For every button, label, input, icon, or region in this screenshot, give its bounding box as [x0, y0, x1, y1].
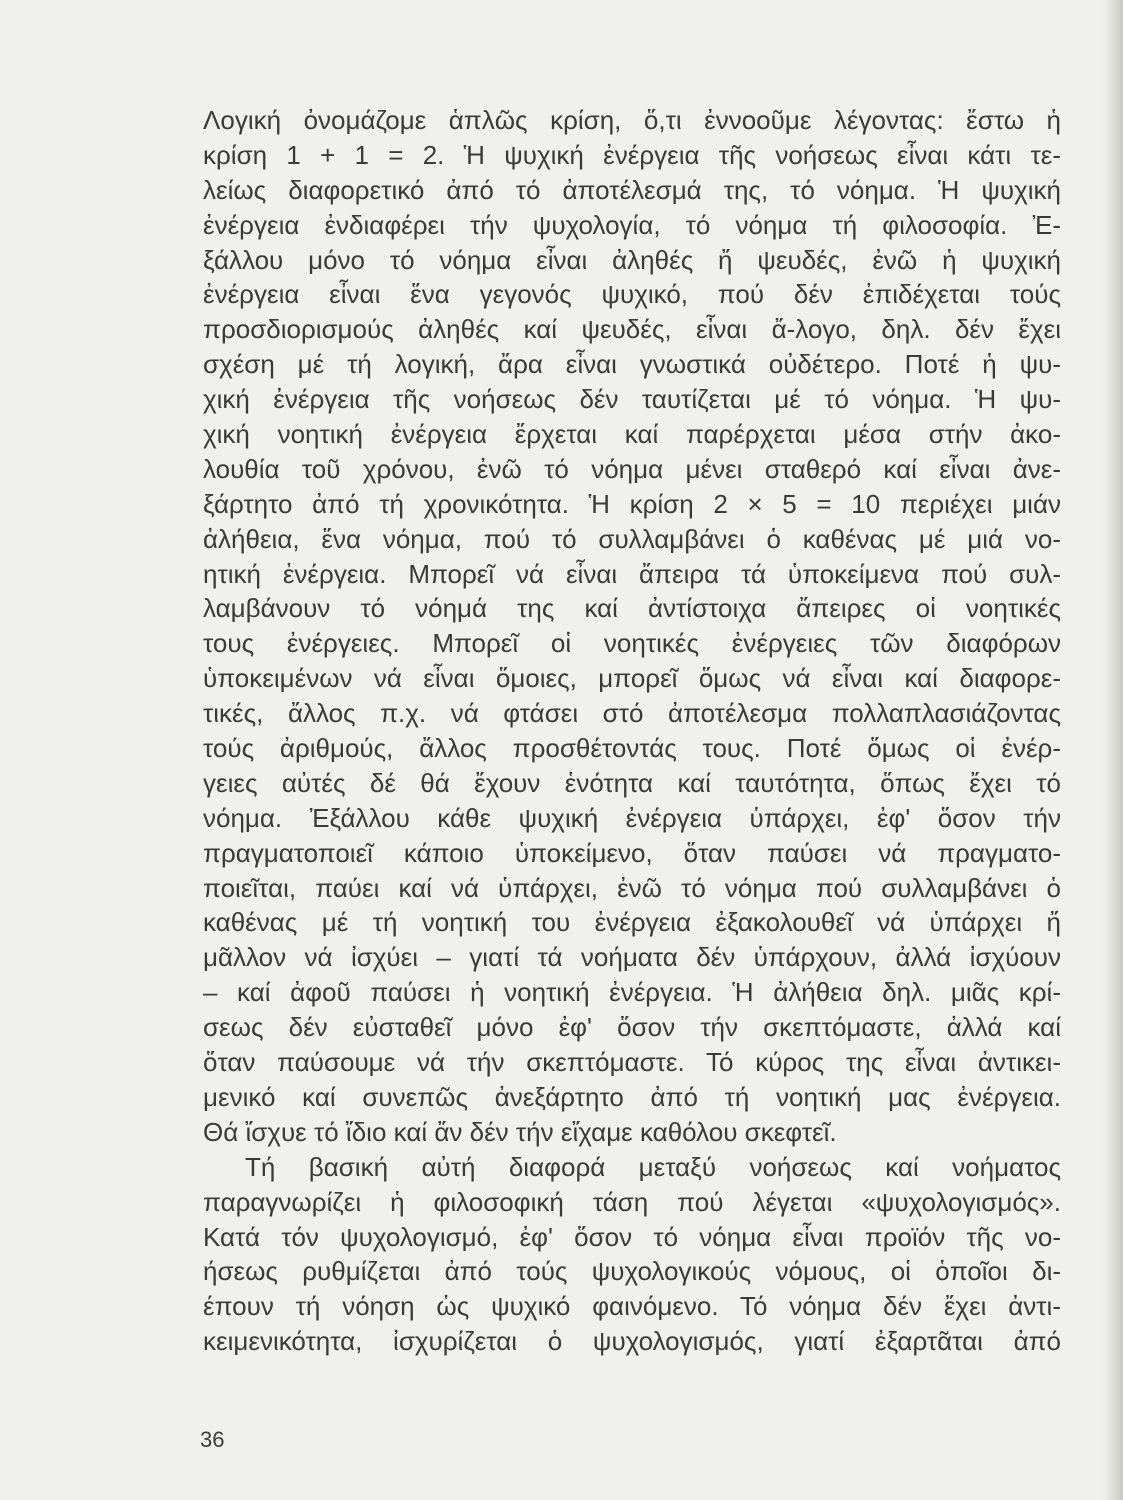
text-line: Θά ἴσχυε τό ἴδιο καί ἄν δέν τήν εἴχαμε καθόλου σκεφτεῖ. — [203, 1116, 837, 1147]
text-line: κρίση 1 + 1 = 2. Ἡ ψυχική ἐνέργεια τῆς νοήσεως εἶναι κάτι τε- — [203, 139, 1061, 170]
text-line: τούς ἀριθμούς, ἄλλος προσθέτοντάς τους. Ποτέ ὅμως οἱ ἐνέρ- — [203, 733, 1061, 764]
text-line: ήσεως ρυθμίζεται ἀπό τούς ψυχολογικούς νόμους, οἱ ὁποῖοι δι- — [203, 1256, 1061, 1287]
text-line: ἀλήθεια, ἕνα νόημα, πού τό συλλαμβάνει ὁ καθένας μέ μιά νο- — [203, 523, 1061, 554]
text-line: πραγματοποιεῖ κάποιο ὑποκείμενο, ὅταν παύσει νά πραγματο- — [203, 837, 1061, 868]
text-line: λουθία τοῦ χρόνου, ἐνῶ τό νόημα μένει σταθερό καί εἶναι ἀνε- — [203, 453, 1061, 484]
text-line: μενικό καί συνεπῶς ἀνεξάρτητο ἀπό τή νοητική μας ἐνέργεια. — [203, 1081, 1061, 1112]
text-line: χική νοητική ἐνέργεια ἔρχεται καί παρέρχεται μέσα στήν ἀκο- — [203, 419, 1061, 450]
text-line: – καί ἀφοῦ παύσει ἡ νοητική ἐνέργεια. Ἡ ἀλήθεια δηλ. μιᾶς κρί- — [203, 977, 1061, 1008]
text-line: κειμενικότητα, ἰσχυρίζεται ὁ ψυχολογισμός, γιατί ἐξαρτᾶται ἀπό — [203, 1326, 1061, 1357]
text-line: ξάρτητο ἀπό τή χρονικότητα. Ἡ κρίση 2 × 5 = 10 περιέχει μιάν — [203, 488, 1061, 519]
text-line: γειες αὐτές δέ θά ἔχουν ἑνότητα καί ταυτότητα, ὅπως ἔχει τό — [203, 767, 1061, 798]
text-line: λείως διαφορετικό ἀπό τό ἀποτέλεσμά της, τό νόημα. Ἡ ψυχική — [203, 174, 1061, 205]
text-line: ἐνέργεια ἐνδιαφέρει τήν ψυχολογία, τό νόημα τή φιλοσοφία. Ἐ- — [203, 209, 1061, 240]
paragraph-1 — [203, 103, 1061, 1150]
text-line: παραγνωρίζει ἡ φιλοσοφική τάση πού λέγεται «ψυχολογισμός». — [203, 1186, 1061, 1217]
text-line: ξάλλου μόνο τό νόημα εἶναι ἀληθές ἤ ψευδές, ἐνῶ ἡ ψυχική — [203, 244, 1061, 275]
text-line: Τή βασική αὐτή διαφορά μεταξύ νοήσεως καί νοήματος — [245, 1151, 1061, 1182]
text-line: ητική ἐνέργεια. Μπορεῖ νά εἶναι ἄπειρα τά ὑποκείμενα πού συλ- — [203, 558, 1061, 589]
text-line: Κατά τόν ψυχολογισμό, ἐφ' ὅσον τό νόημα εἶναι προϊόν τῆς νο- — [203, 1221, 1061, 1252]
text-line: ὅταν παύσουμε νά τήν σκεπτόμαστε. Τό κύρος της εἶναι ἀντικει- — [203, 1047, 1061, 1078]
text-line: σεως δέν εὐσταθεῖ μόνο ἐφ' ὅσον τήν σκεπτόμαστε, ἀλλά καί — [203, 1012, 1061, 1043]
text-line: έπουν τή νόηση ὡς ψυχικό φαινόμενο. Τό νόημα δέν ἔχει ἀντι- — [203, 1291, 1061, 1322]
text-line: τικές, ἄλλος π.χ. νά φτάσει στό ἀποτέλεσμα πολλαπλασιάζοντας — [203, 698, 1061, 729]
page-gutter-shadow — [1103, 0, 1123, 1500]
body-text — [203, 103, 1061, 1359]
text-line: ἐνέργεια εἶναι ἕνα γεγονός ψυχικό, πού δέν ἐπιδέχεται τούς — [203, 279, 1061, 310]
text-line: καθένας μέ τή νοητική του ἐνέργεια ἐξακολουθεῖ νά ὑπάρχει ἤ — [203, 907, 1061, 938]
text-line: Λογική ὀνομάζομε ἁπλῶς κρίση, ὅ,τι ἐννοοῦμε λέγοντας: ἔστω ἡ — [203, 105, 1061, 135]
page-number: 36 — [200, 1427, 225, 1452]
text-line: μᾶλλον νά ἰσχύει – γιατί τά νοήματα δέν ὑπάρχουν, ἀλλά ἰσχύουν — [203, 942, 1061, 973]
paragraph-2 — [203, 1150, 1061, 1359]
text-line: ποιεῖται, παύει καί νά ὑπάρχει, ἐνῶ τό νόημα πού συλλαμβάνει ὁ — [203, 872, 1061, 903]
text-line: νόημα. Ἐξάλλου κάθε ψυχική ἐνέργεια ὑπάρχει, ἐφ' ὅσον τήν — [203, 802, 1061, 833]
text-line: λαμβάνουν τό νόημά της καί ἀντίστοιχα ἄπειρες οἱ νοητικές — [203, 593, 1061, 624]
text-line: ὑποκειμένων νά εἶναι ὅμοιες, μπορεῖ ὅμως νά εἶναι καί διαφορε- — [203, 663, 1061, 694]
text-line: σχέση μέ τή λογική, ἄρα εἶναι γνωστικά οὐδέτερο. Ποτέ ἡ ψυ- — [203, 349, 1061, 380]
text-line: χική ἐνέργεια τῆς νοήσεως δέν ταυτίζεται μέ τό νόημα. Ἡ ψυ- — [203, 384, 1061, 415]
text-line: τους ἐνέργειες. Μπορεῖ οἱ νοητικές ἐνέργειες τῶν διαφόρων — [203, 628, 1061, 659]
text-line: προσδιορισμούς ἀληθές καί ψευδές, εἶναι ἄ-λογο, δηλ. δέν ἔχει — [203, 314, 1061, 345]
